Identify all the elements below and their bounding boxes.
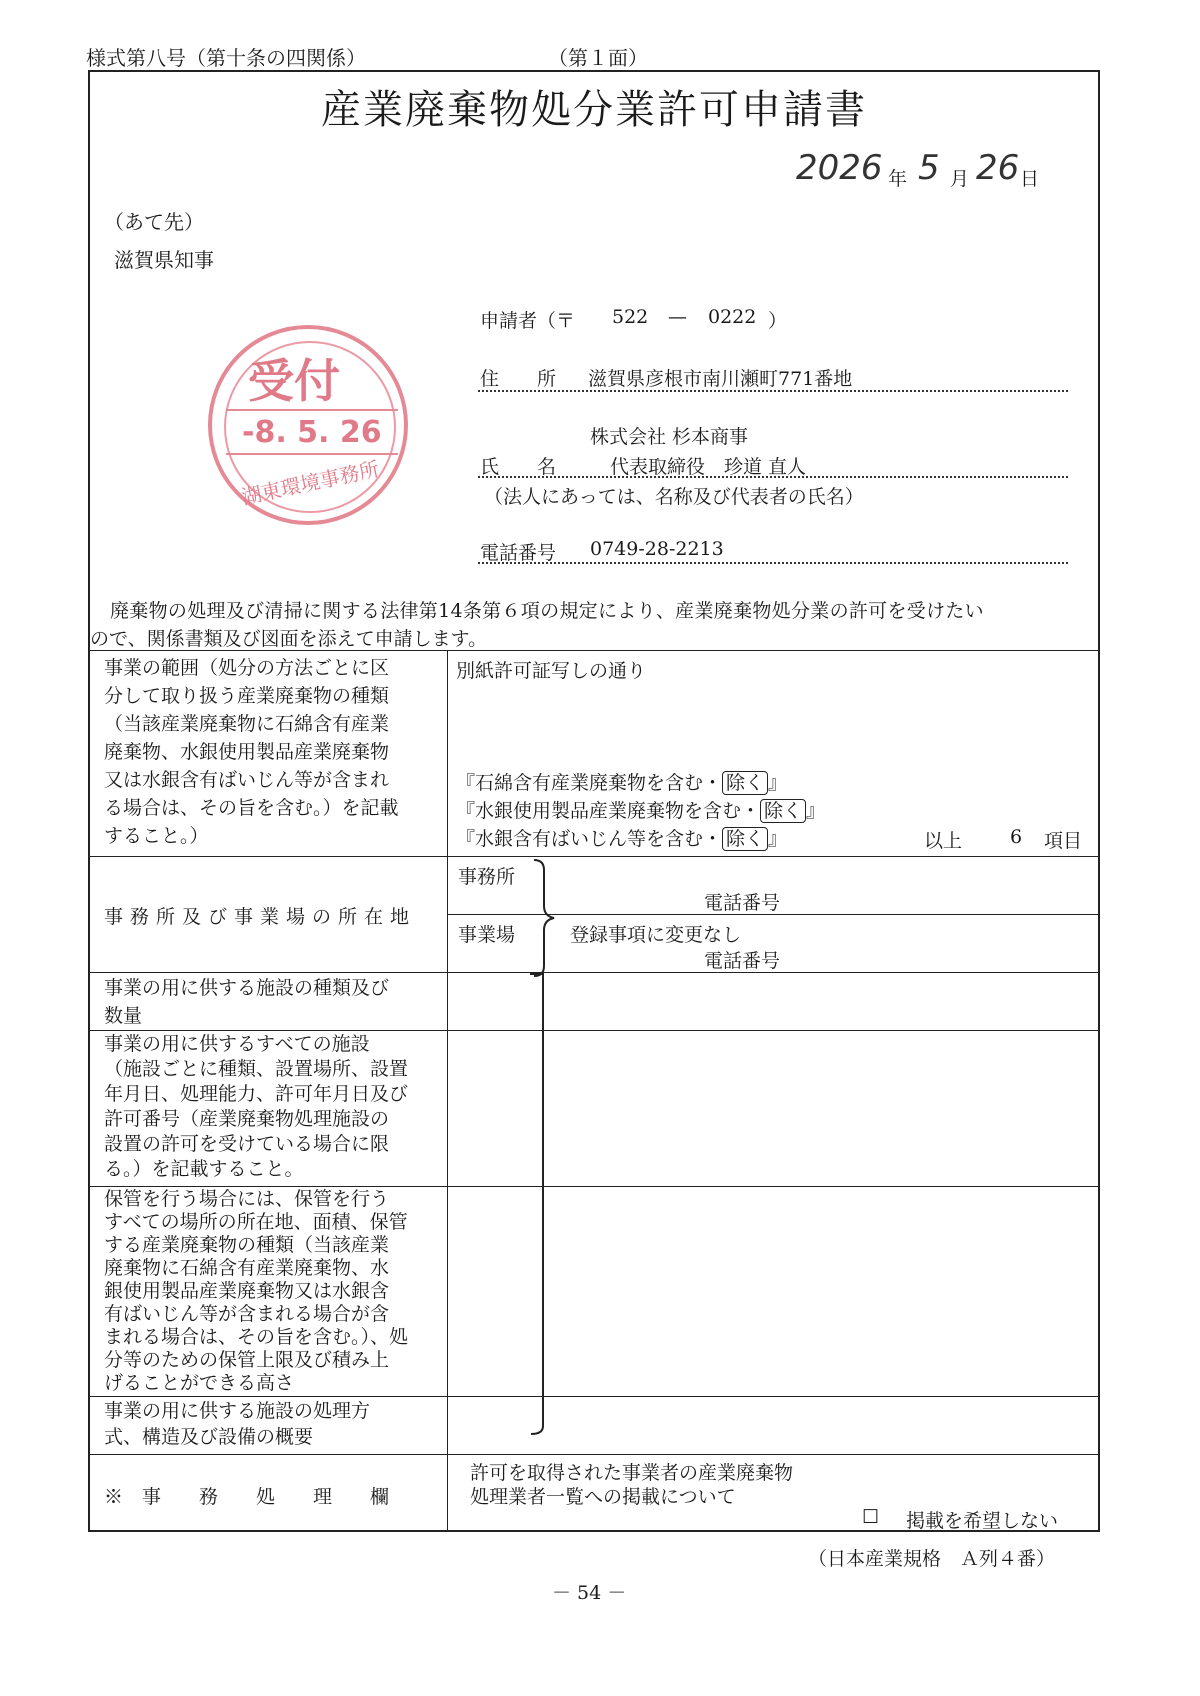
mercury-dust-exclude-circled: 除く bbox=[722, 827, 768, 851]
row-divider-5 bbox=[88, 1396, 1100, 1397]
form-number: 様式第八号（第十条の四関係） bbox=[86, 46, 366, 70]
location-brace bbox=[530, 858, 570, 978]
row-divider-2 bbox=[88, 972, 1100, 973]
row-divider-6 bbox=[88, 1454, 1100, 1455]
stamp-office: 湖東環境事務所 bbox=[239, 456, 382, 510]
row-divider-1 bbox=[88, 856, 1100, 857]
document-title: 産業廃棄物処分業許可申請書 bbox=[321, 87, 867, 133]
phone-value: 0749-28-2213 bbox=[590, 538, 724, 560]
date-month: 5 bbox=[918, 148, 940, 188]
name-underline bbox=[478, 476, 1068, 478]
site-label: 事業場 bbox=[458, 924, 516, 946]
mercury-dust-line: 『水銀含有ばいじん等を含む・ 除く 』 bbox=[456, 828, 788, 850]
stamp-date: -8. 5. 26 bbox=[242, 415, 382, 450]
location-label: 事務所及び事業場の所在地 bbox=[104, 906, 417, 928]
intro-line-1: 廃棄物の処理及び清掃に関する法律第14条第６項の規定により、産業廃棄物処分業の許可を受けたい bbox=[110, 600, 984, 622]
paper-standard: （日本産業規格 Ａ列４番） bbox=[808, 1548, 1056, 1570]
storage-label: 保管を行う場合には、保管を行う すべての場所の所在地、面積、保管 する産業廃棄物の種類（当該産業 廃棄物に石綿含有産業廃棄物、水 銀使用製品産業廃棄物又は水銀含 有ばいじん等が含まれる場合が含 まれる場合は、その旨を含む。）、処 分等のための保管上限及び積み上 げることができる高さ bbox=[104, 1188, 409, 1394]
table-top-line bbox=[88, 650, 1100, 651]
corporation-note: （法人にあっては、名称及び代表者の氏名） bbox=[484, 486, 864, 508]
facility-types-label: 事業の用に供する施設の種類及び 数量 bbox=[104, 977, 390, 1027]
representative-name: 代表取締役 珍道 直人 bbox=[610, 456, 807, 478]
opt-out-checkbox[interactable]: ☐ bbox=[862, 1506, 880, 1528]
postal-code-1: 522 bbox=[612, 306, 649, 328]
company-name: 株式会社 杉本商事 bbox=[590, 426, 749, 448]
publish-note-line-1: 許可を取得された事業者の産業廃棄物 bbox=[470, 1462, 794, 1484]
address-underline bbox=[478, 390, 1068, 392]
asbestos-line: 『石綿含有産業廃棄物を含む・ 除く 』 bbox=[456, 772, 788, 794]
method-label: 事業の用に供する施設の処理方 式、構造及び設備の概要 bbox=[104, 1400, 371, 1448]
mercury-product-exclude-circled: 除く bbox=[760, 799, 806, 823]
addressee-name: 滋賀県知事 bbox=[114, 248, 214, 272]
year-label: 年 bbox=[888, 168, 908, 190]
month-label: 月 bbox=[950, 168, 970, 190]
office-use-label: ※ 事 務 処 理 欄 bbox=[104, 1486, 390, 1508]
date-day: 26 bbox=[976, 148, 1020, 188]
postal-close: ） bbox=[768, 310, 788, 332]
phone-label: 電話番号 bbox=[480, 542, 557, 564]
page-number: － 54 － bbox=[552, 1582, 627, 1604]
page-side: （第１面） bbox=[548, 46, 648, 70]
opt-out-label: 掲載を希望しない bbox=[906, 1510, 1059, 1532]
office-label: 事務所 bbox=[458, 866, 516, 888]
scope-label: 事業の範囲（処分の方法ごとに区 分して取り扱う産業廃棄物の種類 （当該産業廃棄物に石綿含有産業 廃棄物、水銀使用製品産業廃棄物 又は水銀含有ばいじん等が含まれ る場合は、その旨を含む。）を記載 すること。） bbox=[104, 657, 399, 847]
address-value: 滋賀県彦根市南川瀬町771番地 bbox=[588, 368, 853, 390]
postal-code-2: 0222 bbox=[708, 306, 757, 328]
office-phone-label: 電話番号 bbox=[704, 892, 781, 914]
name-label: 氏 名 bbox=[480, 456, 557, 478]
site-phone-label: 電話番号 bbox=[704, 950, 781, 972]
publish-note-line-2: 処理業者一覧への掲載について bbox=[470, 1486, 736, 1508]
phone-underline bbox=[478, 562, 1068, 564]
addressee-label: （あて先） bbox=[104, 210, 204, 234]
date-year: 2026 bbox=[796, 148, 883, 188]
postal-dash: — bbox=[668, 306, 687, 328]
row-divider-4 bbox=[88, 1186, 1100, 1187]
total-unit: 項目 bbox=[1044, 830, 1083, 852]
table-column-divider bbox=[447, 650, 448, 1532]
asbestos-exclude-circled: 除く bbox=[722, 771, 768, 795]
day-label: 日 bbox=[1020, 168, 1040, 190]
facility-brace bbox=[527, 972, 557, 1436]
total-count: 6 bbox=[1010, 826, 1023, 848]
row-divider-3 bbox=[88, 1030, 1100, 1031]
location-unchanged-note: 登録事項に変更なし bbox=[570, 924, 742, 946]
total-label: 以上 bbox=[924, 830, 963, 852]
applicant-label: 申請者（〒 bbox=[480, 310, 576, 332]
all-facilities-label: 事業の用に供するすべての施設 （施設ごとに種類、設置場所、設置 年月日、処理能力、許可年月日及び 許可番号（産業廃棄物処理施設の 設置の許可を受けている場合に限 る。）を記載すること。 bbox=[104, 1033, 409, 1180]
reception-stamp bbox=[208, 325, 408, 525]
scope-value: 別紙許可証写しの通り bbox=[456, 660, 647, 682]
intro-line-2: ので、関係書類及び図面を添えて申請します。 bbox=[90, 628, 488, 650]
mercury-product-line: 『水銀使用製品産業廃棄物を含む・ 除く 』 bbox=[456, 800, 826, 822]
stamp-main-text: 受付 bbox=[248, 354, 340, 408]
address-label: 住 所 bbox=[480, 368, 557, 390]
